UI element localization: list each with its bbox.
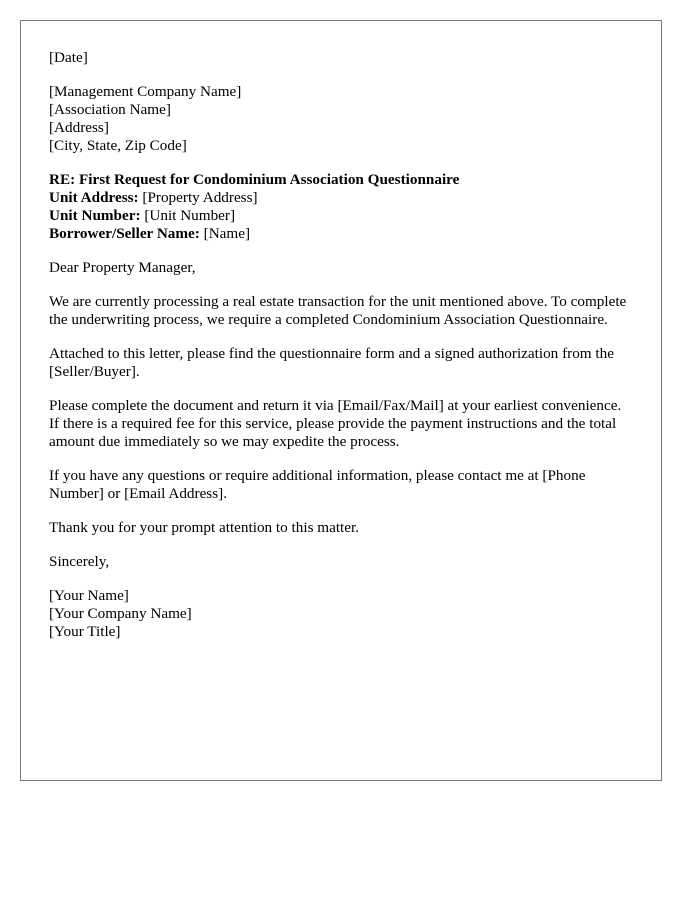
recipient-association: [Association Name] bbox=[49, 101, 171, 118]
subject-line: RE: First Request for Condominium Association Questionnaire bbox=[49, 171, 460, 188]
recipient-city-state-zip: [City, State, Zip Code] bbox=[49, 137, 187, 154]
letter-page bbox=[20, 20, 662, 781]
body-paragraph-2: Attached to this letter, please find the questionnaire form and a signed authorization from the [Seller/Buyer]. bbox=[49, 345, 614, 380]
letter-date: [Date] bbox=[49, 49, 88, 66]
date-block bbox=[49, 49, 633, 67]
unit-number-label: Unit Number: bbox=[49, 207, 141, 224]
body-paragraph-5: Thank you for your prompt attention to this matter. bbox=[49, 519, 360, 536]
unit-address-line bbox=[49, 189, 633, 207]
recipient-company: [Management Company Name] bbox=[49, 83, 242, 100]
borrower-label: Borrower/Seller Name: bbox=[49, 225, 200, 242]
unit-number-value: [Unit Number] bbox=[140, 207, 236, 224]
unit-address-label: Unit Address: bbox=[49, 189, 139, 206]
closing: Sincerely, bbox=[49, 553, 110, 570]
signature-name: [Your Name] bbox=[49, 587, 129, 604]
borrower-value: [Name] bbox=[199, 225, 251, 242]
unit-address-value: [Property Address] bbox=[138, 189, 258, 206]
recipient-block bbox=[49, 83, 633, 155]
signature-company: [Your Company Name] bbox=[49, 605, 192, 622]
recipient-address: [Address] bbox=[49, 119, 109, 136]
body-paragraph-3: Please complete the document and return it via [Email/Fax/Mail] at your earliest convenience. If there is a required fee for this service, please provide the payment instructions and the total amount due immediately so we may expedite the process. bbox=[49, 397, 622, 450]
body-paragraph-4: If you have any questions or require additional information, please contact me at [Phone Number] or [Email Address]. bbox=[49, 467, 586, 502]
borrower-line bbox=[49, 225, 633, 243]
unit-number-line bbox=[49, 207, 633, 225]
salutation: Dear Property Manager, bbox=[49, 259, 196, 276]
body-paragraph-1: We are currently processing a real estate transaction for the unit mentioned above. To complete the underwriting process, we require a completed Condominium Association Questionnaire. bbox=[49, 293, 627, 328]
signature-block bbox=[49, 587, 633, 641]
subject-block bbox=[49, 171, 633, 243]
signature-title: [Your Title] bbox=[49, 623, 121, 640]
